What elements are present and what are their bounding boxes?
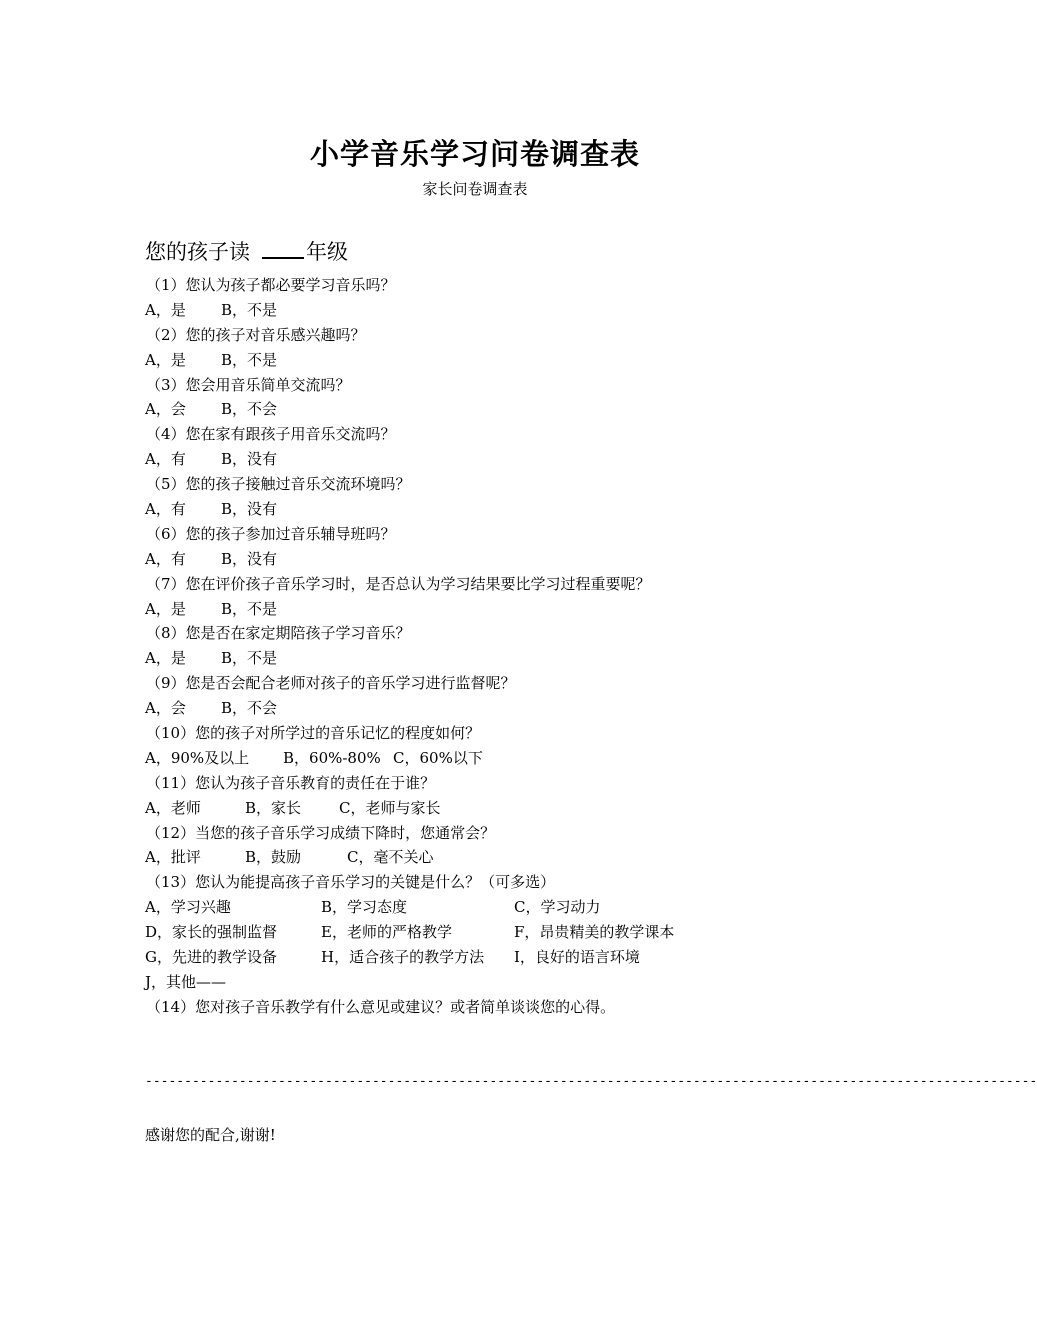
options-5 bbox=[145, 497, 865, 522]
grade-blank[interactable] bbox=[262, 237, 304, 259]
options-1 bbox=[145, 298, 865, 323]
question-8: （8）您是否在家定期陪孩子学习音乐？ bbox=[146, 624, 411, 643]
options-3 bbox=[145, 397, 865, 422]
option[interactable]: E，老师的严格教学 bbox=[321, 923, 452, 942]
option[interactable]: B，60%-80% bbox=[283, 748, 381, 767]
options-12 bbox=[145, 845, 865, 870]
question-12: （12）当您的孩子音乐学习成绩下降时，您通常会？ bbox=[146, 823, 496, 842]
option[interactable]: C，毫不关心 bbox=[347, 848, 434, 867]
options-11 bbox=[145, 796, 865, 821]
option[interactable]: B，学习态度 bbox=[321, 898, 408, 917]
answer-divider-line: ------------------------------------------------------------------------------------------------------------------ bbox=[145, 1074, 1037, 1089]
option[interactable]: B，不会 bbox=[221, 400, 278, 419]
question-3: （3）您会用音乐简单交流吗？ bbox=[146, 375, 351, 394]
question-6: （6）您的孩子参加过音乐辅导班吗？ bbox=[146, 524, 396, 543]
question-5: （5）您的孩子接触过音乐交流环境吗？ bbox=[146, 475, 411, 494]
option[interactable]: A，批评 bbox=[145, 848, 201, 867]
options-13-row-3 bbox=[145, 945, 865, 970]
option[interactable]: C，60%以下 bbox=[393, 748, 483, 767]
option[interactable]: G，先进的教学设备 bbox=[145, 948, 277, 967]
option[interactable]: A，老师 bbox=[145, 798, 201, 817]
thanks-note: 感谢您的配合,谢谢! bbox=[145, 1126, 276, 1144]
option[interactable]: B，不是 bbox=[221, 350, 278, 369]
option[interactable]: C，老师与家长 bbox=[339, 798, 441, 817]
grade-line bbox=[145, 236, 348, 266]
option[interactable]: B，鼓励 bbox=[245, 848, 302, 867]
options-4 bbox=[145, 447, 865, 472]
option[interactable]: A，90%及以上 bbox=[145, 748, 250, 767]
options-13-row-1 bbox=[145, 895, 865, 920]
option[interactable]: A，学习兴趣 bbox=[145, 898, 231, 917]
option[interactable]: A，是 bbox=[145, 599, 186, 618]
grade-suffix: 年级 bbox=[306, 240, 348, 264]
question-2: （2）您的孩子对音乐感兴趣吗？ bbox=[146, 325, 366, 344]
options-10 bbox=[145, 746, 865, 771]
option[interactable]: F，昂贵精美的教学课本 bbox=[514, 923, 675, 942]
question-13: （13）您认为能提高孩子音乐学习的关键是什么？（可多选） bbox=[146, 873, 556, 892]
option[interactable]: B，不是 bbox=[221, 649, 278, 668]
question-7: （7）您在评价孩子音乐学习时，是否总认为学习结果要比学习过程重要呢？ bbox=[146, 574, 651, 593]
page-subtitle: 家长问卷调查表 bbox=[422, 180, 528, 198]
option[interactable]: B，没有 bbox=[221, 500, 278, 519]
question-10: （10）您的孩子对所学过的音乐记忆的程度如何？ bbox=[146, 724, 481, 743]
option[interactable]: H，适合孩子的教学方法 bbox=[321, 948, 485, 967]
options-8 bbox=[145, 646, 865, 671]
option[interactable]: B，不会 bbox=[221, 699, 278, 718]
option[interactable]: A，是 bbox=[145, 350, 186, 369]
question-4: （4）您在家有跟孩子用音乐交流吗？ bbox=[146, 425, 396, 444]
option-other[interactable]: J，其他—— bbox=[145, 972, 227, 991]
options-9 bbox=[145, 696, 865, 721]
option[interactable]: A，有 bbox=[145, 450, 186, 469]
option[interactable]: B，不是 bbox=[221, 599, 278, 618]
page-title: 小学音乐学习问卷调查表 bbox=[309, 137, 640, 171]
option[interactable]: A，会 bbox=[145, 699, 186, 718]
options-2 bbox=[145, 348, 865, 373]
question-11: （11）您认为孩子音乐教育的责任在于谁？ bbox=[146, 773, 436, 792]
option[interactable]: I，良好的语言环境 bbox=[514, 948, 640, 967]
option[interactable]: A，是 bbox=[145, 300, 186, 319]
question-list bbox=[145, 273, 865, 1020]
option[interactable]: A，是 bbox=[145, 649, 186, 668]
options-7 bbox=[145, 597, 865, 622]
option[interactable]: A，有 bbox=[145, 549, 186, 568]
options-13-row-2 bbox=[145, 920, 865, 945]
option[interactable]: A，会 bbox=[145, 400, 186, 419]
option[interactable]: B，没有 bbox=[221, 450, 278, 469]
option[interactable]: B，家长 bbox=[245, 798, 302, 817]
grade-prefix: 您的孩子读 bbox=[145, 240, 250, 264]
question-1: （1）您认为孩子都必要学习音乐吗？ bbox=[146, 276, 396, 294]
question-14: （14）您对孩子音乐教学有什么意见或建议？或者简单谈谈您的心得。 bbox=[146, 997, 616, 1016]
option[interactable]: B，不是 bbox=[221, 300, 278, 319]
options-6 bbox=[145, 547, 865, 572]
option[interactable]: D，家长的强制监督 bbox=[145, 923, 278, 942]
question-9: （9）您是否会配合老师对孩子的音乐学习进行监督呢？ bbox=[146, 674, 516, 693]
option[interactable]: C，学习动力 bbox=[514, 898, 601, 917]
option[interactable]: A，有 bbox=[145, 500, 186, 519]
option[interactable]: B，没有 bbox=[221, 549, 278, 568]
